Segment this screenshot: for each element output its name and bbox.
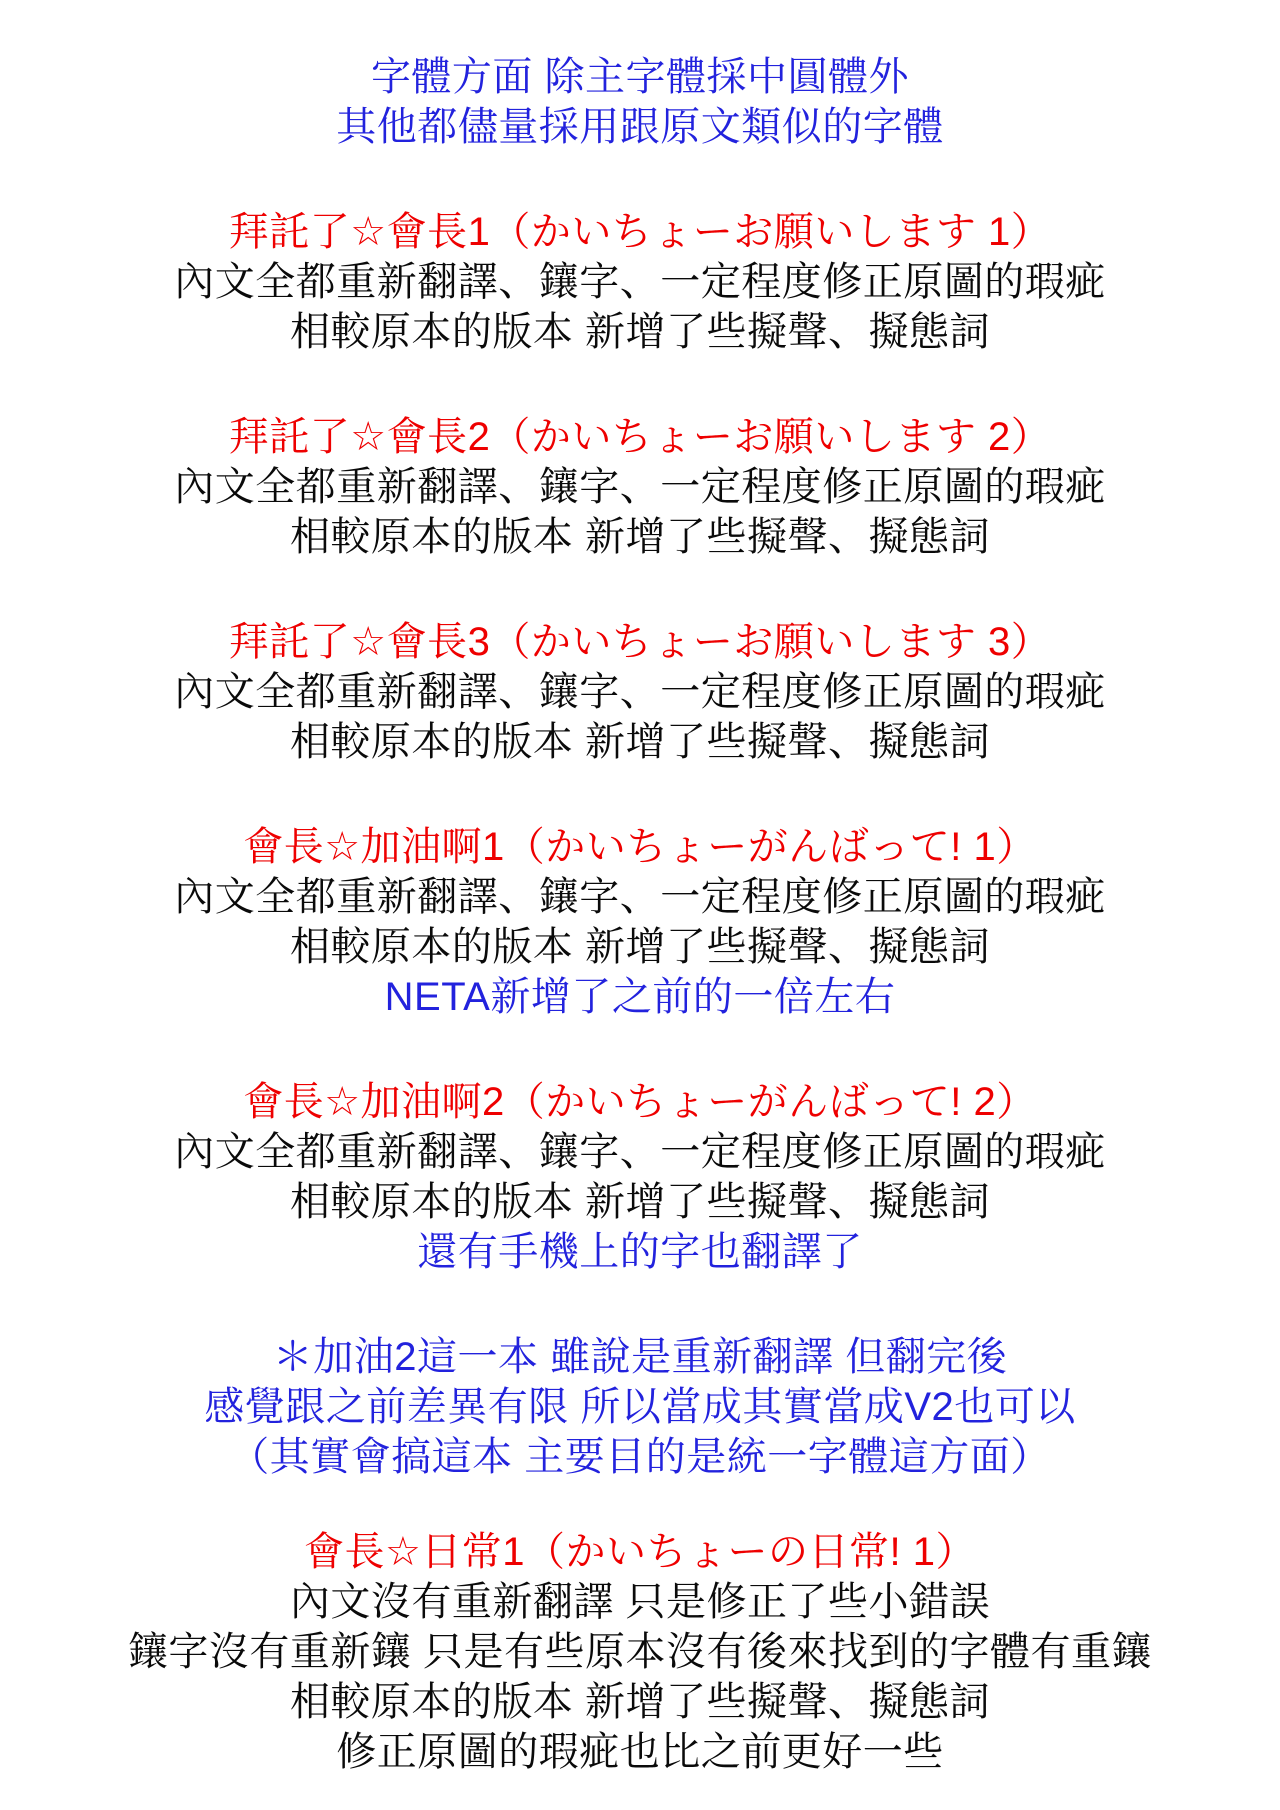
section-body-line: 內文全都重新翻譯、鑲字、一定程度修正原圖的瑕疵 bbox=[174, 465, 1106, 509]
section-body-line: 相較原本的版本 新增了些擬聲、擬態詞 bbox=[289, 925, 991, 969]
section-onegai-1 bbox=[0, 207, 1280, 357]
v2-remark bbox=[0, 1332, 1280, 1482]
section-ganbatte-2 bbox=[0, 1077, 1280, 1277]
font-note-line-1: 字體方面 除主字體採中圓體外 bbox=[370, 55, 910, 99]
section-title: 會長☆日常1（かいちょーの日常! 1） bbox=[303, 1530, 977, 1574]
section-body-line: 內文沒有重新翻譯 只是修正了些小錯誤 bbox=[289, 1580, 991, 1624]
font-note-line-2: 其他都儘量採用跟原文類似的字體 bbox=[336, 105, 944, 149]
section-body-line: 相較原本的版本 新增了些擬聲、擬態詞 bbox=[289, 310, 991, 354]
section-title: 拜託了☆會長3（かいちょーお願いします 3） bbox=[228, 620, 1052, 664]
section-nichijou-1 bbox=[0, 1527, 1280, 1777]
section-onegai-2 bbox=[0, 412, 1280, 562]
section-title: 會長☆加油啊1（かいちょーがんばって! 1） bbox=[243, 825, 1037, 869]
section-title: 拜託了☆會長1（かいちょーお願いします 1） bbox=[228, 210, 1052, 254]
section-body-line: 鑲字沒有重新鑲 只是有些原本沒有後來找到的字體有重鑲 bbox=[127, 1630, 1153, 1674]
font-note-header bbox=[0, 52, 1280, 152]
section-body-line: 相較原本的版本 新增了些擬聲、擬態詞 bbox=[289, 1180, 991, 1224]
section-body-line: 內文全都重新翻譯、鑲字、一定程度修正原圖的瑕疵 bbox=[174, 875, 1106, 919]
section-ganbatte-1 bbox=[0, 822, 1280, 1022]
section-onegai-3 bbox=[0, 617, 1280, 767]
remark-line: 感覺跟之前差異有限 所以當成其實當成V2也可以 bbox=[204, 1385, 1076, 1429]
section-body-line: 內文全都重新翻譯、鑲字、一定程度修正原圖的瑕疵 bbox=[174, 670, 1106, 714]
section-body-line: 相較原本的版本 新增了些擬聲、擬態詞 bbox=[289, 720, 991, 764]
section-body-line: 內文全都重新翻譯、鑲字、一定程度修正原圖的瑕疵 bbox=[174, 1130, 1106, 1174]
remark-line: ＊加油2這一本 雖說是重新翻譯 但翻完後 bbox=[272, 1335, 1008, 1379]
remark-line: （其實會搞這本 主要目的是統一字體這方面） bbox=[229, 1435, 1051, 1479]
section-body-line: 修正原圖的瑕疵也比之前更好一些 bbox=[336, 1730, 944, 1774]
section-title: 拜託了☆會長2（かいちょーお願いします 2） bbox=[228, 415, 1052, 459]
section-body-line: 相較原本的版本 新增了些擬聲、擬態詞 bbox=[289, 1680, 991, 1724]
section-extra-note: 還有手機上的字也翻譯了 bbox=[417, 1230, 863, 1274]
section-title: 會長☆加油啊2（かいちょーがんばって! 2） bbox=[243, 1080, 1037, 1124]
section-body-line: 相較原本的版本 新增了些擬聲、擬態詞 bbox=[289, 515, 991, 559]
section-body-line: 內文全都重新翻譯、鑲字、一定程度修正原圖的瑕疵 bbox=[174, 260, 1106, 304]
section-extra-note: NETA新增了之前的一倍左右 bbox=[384, 975, 896, 1019]
